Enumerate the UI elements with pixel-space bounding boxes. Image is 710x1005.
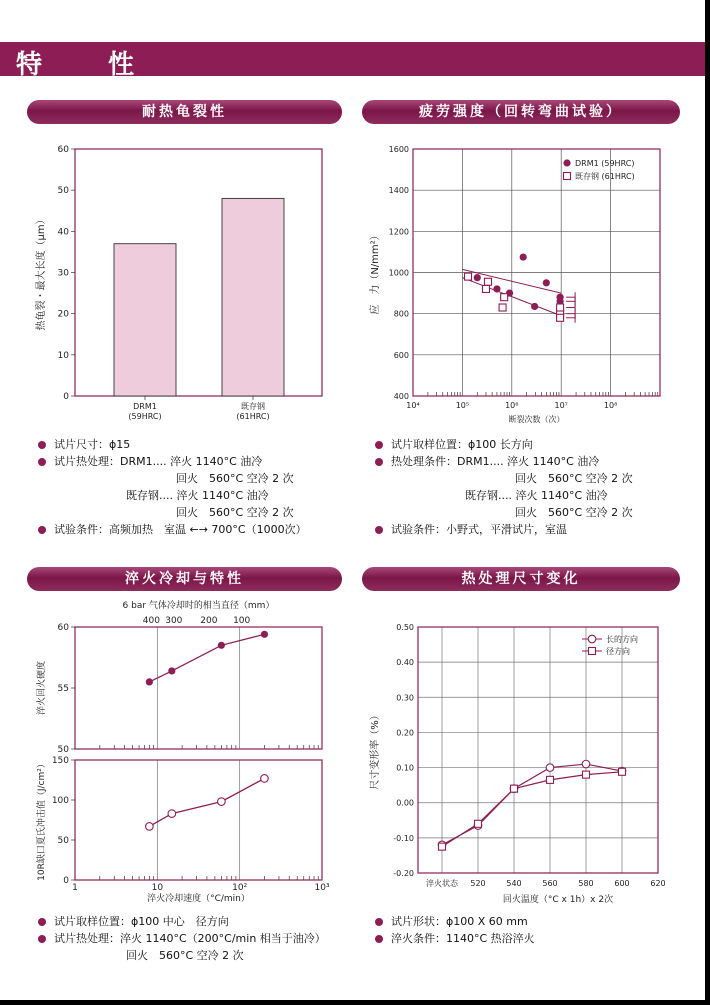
y-tick-label: 0 — [63, 392, 69, 402]
y-axis-label: 热龟裂・最大长度（μm） — [36, 214, 47, 331]
top-tick-label: 300 — [165, 616, 183, 626]
notes-fatigue — [375, 436, 700, 538]
data-point — [547, 776, 554, 783]
y-tick-label: 40 — [57, 227, 69, 238]
data-point — [261, 775, 269, 783]
x-tick-label: 淬火状态 — [426, 879, 458, 888]
legend-marker — [589, 648, 596, 655]
y-tick-label: 50 — [57, 836, 69, 846]
legend-marker — [588, 635, 596, 643]
bar — [222, 198, 284, 396]
note-subline: 回火 560°C 空冷 2 次 — [176, 472, 294, 485]
note-item — [375, 436, 700, 453]
bullet-icon — [375, 526, 383, 534]
legend-label: DRM1 (59HRC) — [575, 159, 635, 168]
note-text: 试验条件：小野式，平滑试片，室温 — [391, 523, 567, 536]
note-text: 淬火条件：1140°C 热浴淬火 — [391, 932, 535, 945]
x-tick-label: 10 — [151, 883, 164, 893]
data-point — [546, 764, 554, 772]
bullet-icon — [38, 935, 46, 943]
data-point — [218, 798, 226, 806]
data-point — [218, 642, 225, 649]
note-text: 试片热处理：DRM1.... 淬火 1140°C 油冷 — [54, 455, 263, 468]
x-tick-label: 10⁶ — [505, 401, 519, 410]
data-point — [520, 253, 527, 260]
note-item — [38, 436, 358, 453]
note-text: 热处理条件：DRM1.... 淬火 1140°C 油冷 — [391, 455, 600, 468]
y-tick-label: 0.50 — [396, 623, 414, 632]
bullet-icon — [375, 935, 383, 943]
y-tick-label: 20 — [57, 309, 69, 320]
legend-marker — [563, 159, 570, 166]
data-point — [557, 314, 564, 321]
data-point — [261, 631, 268, 638]
x-tick-label: 620 — [650, 879, 666, 888]
y-tick-label: 150 — [51, 756, 69, 766]
note-text: 试验条件：高频加热 室温 ←→ 700°C（1000次） — [54, 523, 307, 536]
bullet-icon — [375, 441, 383, 449]
y-tick-label: 60 — [57, 145, 69, 155]
x-tick-label: 10⁴ — [406, 401, 420, 410]
series-line — [442, 764, 622, 845]
top-tick-label: 100 — [233, 616, 251, 626]
y-tick-label: 1200 — [388, 227, 409, 237]
note-subline: 回火 560°C 空冷 2 次 — [515, 506, 633, 519]
legend-marker — [564, 173, 571, 180]
note-text: 试片热处理：淬火 1140°C（200°C/min 相当于油冷） — [54, 932, 326, 945]
note-subline: 回火 560°C 空冷 2 次 — [176, 506, 294, 519]
note-subline: 回火 560°C 空冷 2 次 — [515, 472, 633, 485]
notes-quench — [38, 913, 368, 964]
note-text: 试片取样位置：ϕ100 长方向 — [391, 438, 533, 451]
data-point — [474, 274, 481, 281]
data-point — [543, 279, 550, 286]
bullet-icon — [38, 458, 46, 466]
heat-check-plot-frame — [75, 149, 322, 396]
note-subline: 既存钢.... 淬火 1140°C 油冷 — [126, 489, 269, 502]
y-axis-label: 应 力（N/mm²） — [370, 230, 381, 315]
data-point — [482, 285, 489, 292]
legend-label: 长的方向 — [606, 635, 638, 644]
data-point — [583, 771, 590, 778]
notes-dimension — [375, 913, 700, 947]
data-point — [168, 810, 176, 818]
data-point — [531, 303, 538, 310]
x-tick-label: 10² — [232, 883, 248, 893]
quench-panel-frame — [75, 627, 322, 749]
note-item — [375, 930, 700, 947]
note-text: 试片取样位置：ϕ100 中心 径方向 — [54, 915, 229, 928]
category-label: (59HRC) — [128, 412, 162, 421]
page-frame-bottom — [0, 1000, 710, 1005]
section-title-dimension: 热处理尺寸变化 — [362, 567, 680, 591]
data-point — [475, 820, 482, 827]
category-label: 既存钢 — [241, 402, 265, 411]
y-tick-label: 0.00 — [396, 798, 414, 808]
bullet-icon — [375, 458, 383, 466]
data-point — [511, 785, 518, 792]
y-axis-label: 尺寸变形率（%） — [370, 710, 381, 790]
series-line — [149, 634, 264, 682]
data-point — [146, 823, 154, 831]
note-text: 试片尺寸：ϕ15 — [54, 438, 131, 451]
data-point — [439, 843, 446, 850]
data-point — [465, 273, 472, 280]
x-tick-label: 10⁵ — [455, 401, 470, 410]
data-point — [146, 678, 153, 685]
page-title: 特 性 — [16, 50, 155, 80]
x-axis-label: 淬火冷却速度（°C/min） — [147, 894, 250, 904]
x-tick-label: 1 — [72, 883, 78, 893]
note-text: 试片形状：ϕ100 X 60 mm — [391, 915, 528, 928]
y-tick-label: 0 — [63, 876, 69, 886]
y-tick-label: 30 — [57, 268, 69, 279]
x-tick-label: 560 — [542, 879, 558, 888]
x-axis-label: 回火温度（°C x 1h）x 2次 — [502, 895, 614, 905]
category-label: (61HRC) — [236, 412, 270, 421]
data-point — [499, 304, 506, 311]
y-tick-label: -0.20 — [393, 869, 414, 878]
x-tick-label: 580 — [578, 879, 594, 888]
y-tick-label: 10 — [57, 350, 69, 361]
x-tick-label: 10³ — [314, 883, 330, 893]
section-title-fatigue: 疲劳强度（回转弯曲试验） — [362, 100, 680, 124]
legend-label: 既存钢 (61HRC) — [575, 172, 635, 181]
y-axis-label: 淬火回火硬度 — [37, 660, 47, 716]
notes-heat-check — [38, 436, 358, 538]
note-item — [375, 521, 700, 538]
y-tick-label: 0.20 — [396, 728, 414, 738]
y-tick-label: -0.10 — [393, 833, 414, 843]
note-subline: 回火 560°C 空冷 2 次 — [126, 949, 244, 962]
data-point — [168, 667, 175, 674]
section-title-quench: 淬火冷却与特性 — [27, 567, 342, 591]
y-tick-label: 0.40 — [396, 658, 414, 668]
data-point — [582, 760, 590, 768]
y-tick-label: 55 — [57, 684, 69, 694]
data-point — [619, 768, 626, 775]
y-tick-label: 1600 — [388, 145, 409, 154]
bullet-icon — [375, 918, 383, 926]
y-tick-label: 0.10 — [396, 763, 414, 773]
bullet-icon — [38, 918, 46, 926]
y-tick-label: 800 — [393, 309, 409, 319]
top-tick-label: 400 — [142, 616, 160, 626]
note-item — [38, 913, 368, 930]
note-subline: 既存钢.... 淬火 1140°C 油冷 — [465, 489, 608, 502]
data-point — [557, 304, 564, 311]
series-line — [442, 772, 622, 847]
y-tick-label: 400 — [393, 392, 409, 401]
x-tick-label: 10⁷ — [554, 401, 568, 410]
note-item — [38, 521, 358, 538]
x-tick-label: 520 — [470, 879, 486, 888]
page-frame-right — [705, 0, 710, 1005]
quench-panel-frame — [75, 760, 322, 880]
y-tick-label: 100 — [51, 796, 69, 806]
section-title-heat-check: 耐热龟裂性 — [27, 100, 342, 124]
y-tick-label: 60 — [57, 623, 69, 633]
bar — [114, 244, 176, 396]
bullet-icon — [38, 526, 46, 534]
y-axis-label: 10R缺口夏氏冲击值（J/cm²） — [37, 759, 47, 881]
note-item — [38, 453, 358, 470]
note-item — [38, 930, 368, 947]
top-tick-label: 200 — [200, 616, 218, 626]
x-axis-label: 断裂次数（次） — [508, 415, 565, 424]
y-tick-label: 50 — [57, 186, 69, 197]
y-tick-label: 600 — [393, 350, 409, 360]
y-tick-label: 50 — [57, 745, 69, 755]
bullet-icon — [38, 441, 46, 449]
note-item — [375, 453, 700, 470]
data-point — [493, 285, 500, 292]
series-line — [149, 778, 264, 826]
data-point — [501, 294, 508, 301]
x-tick-label: 600 — [614, 879, 630, 888]
legend-label: 径方向 — [606, 647, 630, 656]
y-tick-label: 1000 — [388, 268, 409, 278]
y-tick-label: 1400 — [388, 186, 409, 196]
note-item — [375, 913, 700, 930]
data-point — [485, 278, 492, 285]
top-axis-label: 6 bar 气体冷却时的相当直径（mm） — [122, 601, 275, 611]
x-tick-label: 10⁸ — [603, 401, 618, 410]
x-tick-label: 540 — [506, 879, 522, 888]
y-tick-label: 0.30 — [396, 693, 414, 703]
category-label: DRM1 — [133, 402, 157, 411]
